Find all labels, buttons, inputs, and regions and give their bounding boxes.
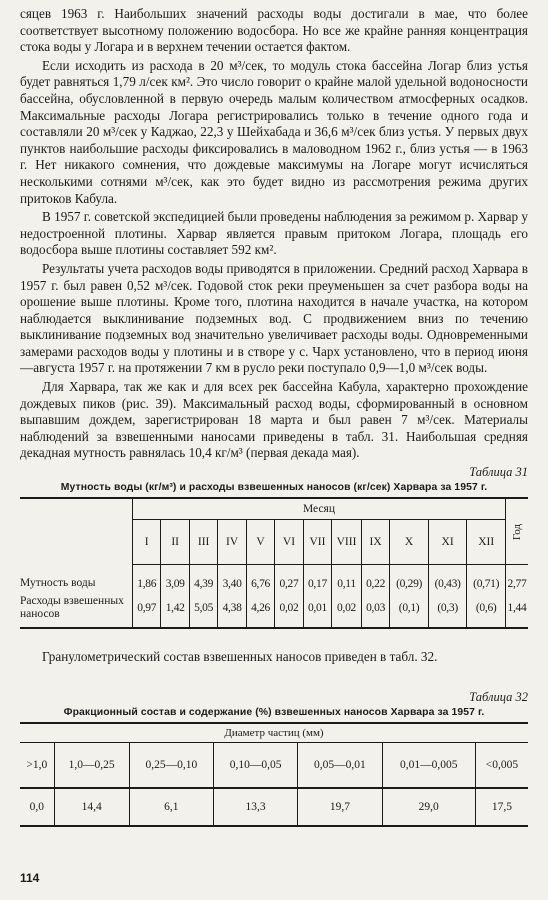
table32-caption: Фракционный состав и содержание (%) взвешенных наносов Харвара за 1957 г. [63, 706, 485, 718]
table-cell: 3,09 [161, 565, 189, 596]
table-cell: 17,5 [475, 788, 528, 826]
fraction-header: <0,005 [475, 742, 528, 788]
table-cell: 0,0 [29, 800, 44, 813]
month-header: VII [303, 520, 331, 565]
table32-value-row [20, 788, 528, 826]
table-cell: 6,1 [129, 788, 213, 826]
table-cell-year: 1,44 [506, 595, 529, 628]
fraction-header: 0,05—0,01 [298, 742, 382, 788]
table-cell: 4,26 [246, 595, 274, 628]
table-cell: (0,3) [428, 595, 467, 628]
month-header: XI [428, 520, 467, 565]
paragraph-granulometry: Гранулометрический состав взвешенных наносов приведен в табл. 32. [42, 649, 438, 665]
table31-label: Таблица 31 [469, 465, 528, 480]
month-header: VI [275, 520, 303, 565]
table31 [20, 497, 528, 629]
month-header: VIII [332, 520, 362, 565]
table-cell: 4,38 [218, 595, 246, 628]
month-header: V [246, 520, 274, 565]
month-header: XII [467, 520, 506, 565]
month-header: IV [218, 520, 246, 565]
table-cell: (0,29) [390, 565, 429, 596]
table-cell: 0,02 [275, 595, 303, 628]
table-cell: 4,39 [189, 565, 217, 596]
month-header: I [133, 520, 161, 565]
table-cell: (0,43) [428, 565, 467, 596]
row-label-sediment: Расходы взвешенных наносов [20, 595, 124, 621]
page-body [20, 6, 528, 827]
table32-label: Таблица 32 [469, 689, 528, 704]
row-label-turbidity: Мутность воды [20, 577, 96, 590]
table-cell: 14,4 [54, 788, 129, 826]
table-cell: 0,02 [332, 595, 362, 628]
table32-diameter-header: Диаметр частиц (мм) [20, 723, 528, 743]
paragraph-continuation: сяцев 1963 г. Наибольших значений расходы воды достигали в мае, что более соответствует высотному положению водосбора. Но все же крайне ранняя концентрация стока воды у Логара и в верхнем течении остается фактом. [20, 6, 528, 55]
table-cell: 0,03 [361, 595, 389, 628]
paragraph-logar-discharge: Если исходить из расхода в 20 м³/сек, то модуль стока бассейна Логар близ устья будет равняться 1,79 л/сек км². Это число говорит о крайне малой удельной водоносности бассейна, обусловленной в первую очередь малым количеством атмосферных осадков. Максимальные расходы Логара регистрировались только в течение одного года и составляли 20 м³/сек у Каджао, 22,3 у Шейхабада и 36,6 м³/сек близ устья. У первых двух пунктов наибольшие расходы фиксировались в маловодном 1962 г., близ устья — в 1963 г. Нет никакого сомнения, что дождевые максимумы на Логаре могут исчисляться несколькими сотнями м³/сек, как это будет видно из рассмотрения режима других притоков Кабула. [20, 57, 528, 206]
table-cell: 29,0 [382, 788, 475, 826]
table-cell: 0,97 [133, 595, 161, 628]
fraction-header: 1,0—0,25 [54, 742, 129, 788]
table-cell: 1,86 [133, 565, 161, 596]
table31-year-header: Год [506, 498, 529, 565]
month-header: IX [361, 520, 389, 565]
table31-row-sediment [20, 595, 528, 628]
page-number: 114 [20, 871, 40, 885]
table31-month-header: Месяц [133, 498, 506, 520]
table-cell: 6,76 [246, 565, 274, 596]
table-cell: (0,71) [467, 565, 506, 596]
table-cell: (0,1) [390, 595, 429, 628]
month-header: X [390, 520, 429, 565]
table-cell: 0,17 [303, 565, 331, 596]
table-cell-year: 2,77 [506, 565, 529, 596]
table-cell: 0,11 [332, 565, 362, 596]
table-cell: 0,27 [275, 565, 303, 596]
table31-row-turbidity [20, 565, 528, 596]
table32 [20, 722, 528, 827]
table-cell: 5,05 [189, 595, 217, 628]
fraction-header: 0,10—0,05 [213, 742, 297, 788]
table-cell: 13,3 [213, 788, 297, 826]
fraction-header: 0,25—0,10 [129, 742, 213, 788]
table31-stub-header [20, 498, 133, 565]
paragraph-results: Результаты учета расходов воды приводятся в приложении. Средний расход Харвара в 1957 г. был равен 0,52 м³/сек. Годовой сток реки преуменьшен за счет разбора воды на орошение выше плотины. Кроме того, плотина находится в начале участка, на котором наблюдается выклинивание подземных вод. С продвижением вниз по течению выклинивание подземных вод значительно увеличивает расходы воды. Одновременными замерами расходов воды у плотины и в створе у с. Чарх установлено, что в период июня—августа 1957 г. на протяжении 7 км в русло реки поступало 0,9—1,0 м³/сек воды. [20, 260, 528, 376]
table-cell: 0,22 [361, 565, 389, 596]
table-cell: 0,01 [303, 595, 331, 628]
table-cell: 1,42 [161, 595, 189, 628]
fraction-header: 0,01—0,005 [382, 742, 475, 788]
table-cell: (0,6) [467, 595, 506, 628]
table31-caption: Мутность воды (кг/м³) и расходы взвешенных наносов (кг/сек) Харвара за 1957 г. [60, 482, 488, 494]
paragraph-rain-peaks: Для Харвара, так же как и для всех рек бассейна Кабула, характерно прохождение дождевых пиков (рис. 39). Максимальный расход воды, сформированный в основном выпавшим дождем, зарегистрирован 18 марта и был равен 7 м³/сек. Материалы наблюдений за взвешенными наносами приведены в табл. 31. Наибольшая средняя декадная мутность равнялась 10,4 кг/м³ (первая декада мая). [20, 379, 528, 461]
table32-fraction-row [20, 742, 528, 788]
month-header: II [161, 520, 189, 565]
table-cell: 3,40 [218, 565, 246, 596]
month-header: III [189, 520, 217, 565]
fraction-header: >1,0 [20, 742, 54, 788]
paragraph-kharvar-observations: В 1957 г. советской экспедицией были проведены наблюдения за режимом р. Харвар у недостроенной плотины. Харвар является правым притоком Логара, площадь его водосбора выше плотины составляет 592 км². [20, 209, 528, 258]
table-cell: 19,7 [298, 788, 382, 826]
